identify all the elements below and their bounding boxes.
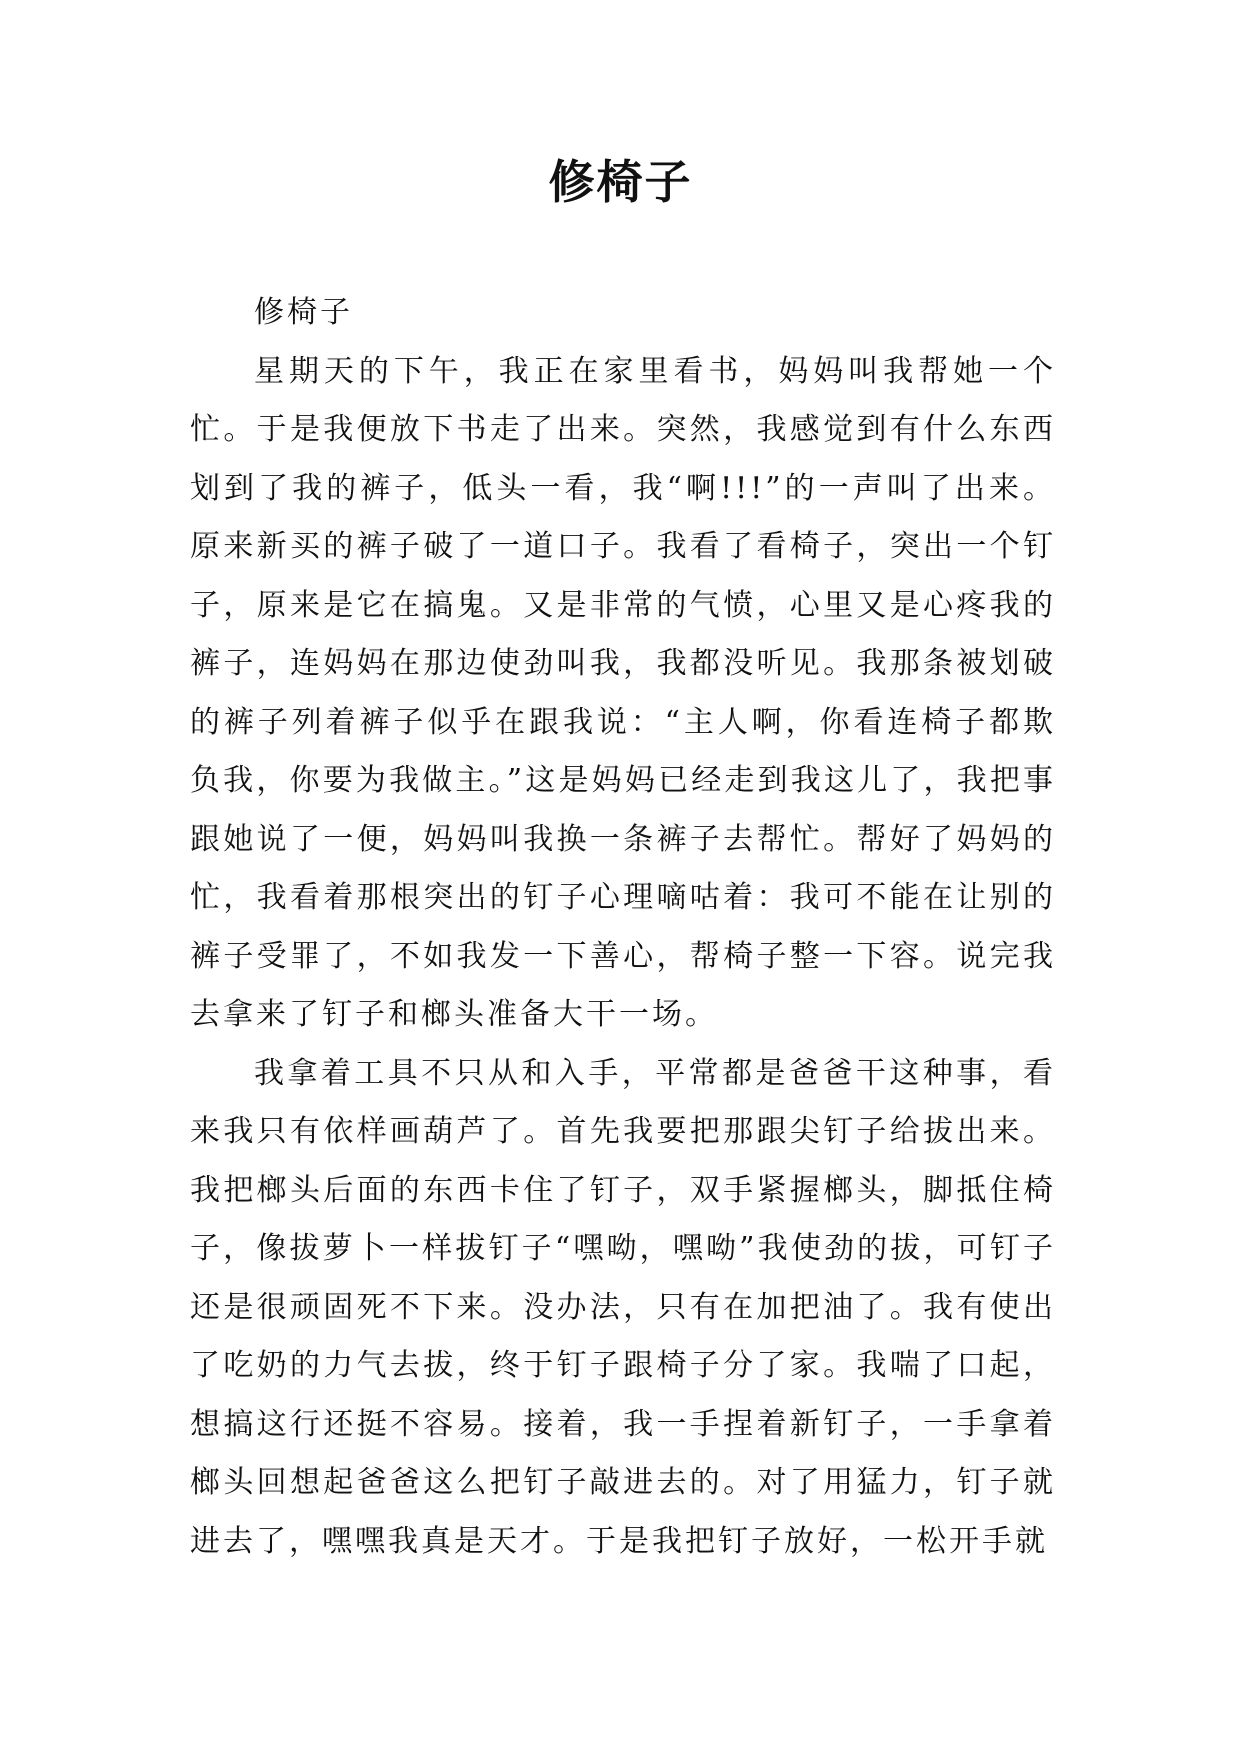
paragraph: 星期天的下午，我正在家里看书，妈妈叫我帮她一个忙。于是我便放下书走了出来。突然，我感觉到有什么东西划到了我的裤子，低头一看，我“啊!!!”的一声叫了出来。原来新买的裤子破了一道口子。我看了看椅子，突出一个钉子，原来是它在搞鬼。又是非常的气愤，心里又是心疼我的裤子，连妈妈在那边使劲叫我，我都没听见。我那条被划破的裤子列着裤子似乎在跟我说：“主人啊，你看连椅子都欺负我，你要为我做主。”这是妈妈已经走到我这儿了，我把事跟她说了一便，妈妈叫我换一条裤子去帮忙。帮好了妈妈的忙，我看着那根突出的钉子心理嘀咕着：我可不能在让别的裤子受罪了，不如我发一下善心，帮椅子整一下容。说完我去拿来了钉子和榔头准备大干一场。 bbox=[190, 353, 1056, 1032]
document-body bbox=[190, 284, 1056, 1571]
paragraph-subtitle: 修椅子 bbox=[254, 295, 353, 330]
paragraph: 我拿着工具不只从和入手，平常都是爸爸干这种事，看来我只有依样画葫芦了。首先我要把那跟尖钉子给拔出来。我把榔头后面的东西卡住了钉子，双手紧握榔头，脚抵住椅子，像拔萝卜一样拔钉子“嘿呦，嘿呦”我使劲的拔，可钉子还是很顽固死不下来。没办法，只有在加把油了。我有使出了吃奶的力气去拔，终于钉子跟椅子分了家。我喘了口起，想搞这行还挺不容易。接着，我一手捏着新钉子，一手拿着榔头回想起爸爸这么把钉子敲进去的。对了用猛力，钉子就进去了，嘿嘿我真是天才。于是我把钉子放好，一松开手就 bbox=[190, 1055, 1056, 1559]
document-title: 修椅子 bbox=[548, 155, 693, 209]
